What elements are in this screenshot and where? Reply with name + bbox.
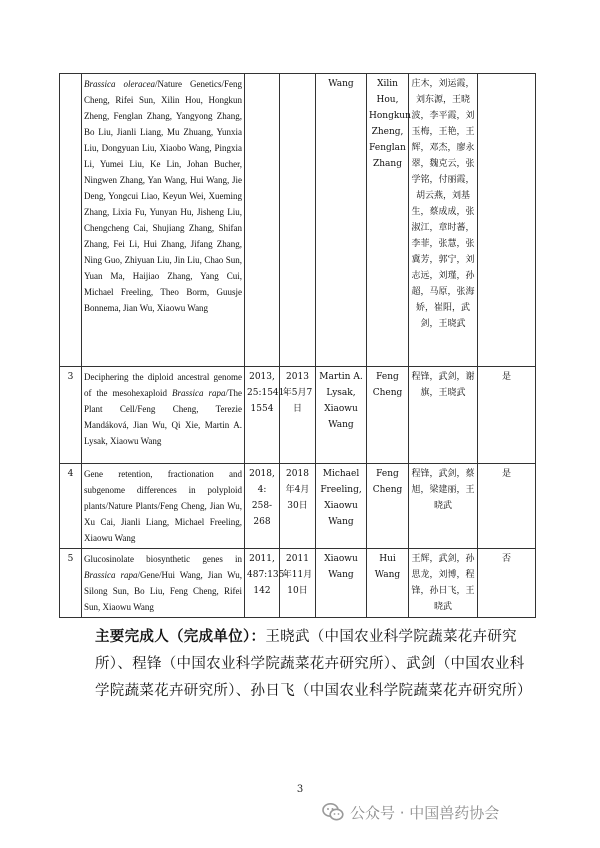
flag: 是 bbox=[478, 464, 536, 549]
cn-authors: 程锋，武剑，谢旗，王晓武 bbox=[409, 367, 478, 464]
flag: 否 bbox=[478, 549, 536, 618]
row-number: 4 bbox=[60, 464, 82, 549]
flag: 是 bbox=[478, 367, 536, 464]
species-name: Brassica rapa bbox=[171, 388, 226, 398]
main-completers-paragraph bbox=[95, 624, 535, 705]
corresponding-author: Xiaowu Wang bbox=[316, 549, 367, 618]
pub-info bbox=[245, 74, 280, 367]
publication-table bbox=[59, 73, 536, 618]
first-author: Hui Wang bbox=[367, 549, 409, 618]
corresponding-author: Michael Freeling, Xiaowu Wang bbox=[316, 464, 367, 549]
completers-text: 王晓武（中国农业科学院蔬菜花卉研究所）、程锋（中国农业科学院蔬菜花卉研究所）、武剑（中国农业科学院蔬菜花卉研究所）、孙日飞（中国农业科学院蔬菜花卉研究所） bbox=[95, 629, 532, 699]
pub-info: 2013, 25:1541-1554 bbox=[245, 367, 280, 464]
cn-authors: 王辉，武剑，孙思龙，刘博，程锋，孙日飞，王晓武 bbox=[409, 549, 478, 618]
pub-date: 2013年5月7日 bbox=[280, 367, 316, 464]
completers-label: 主要完成人（完成单位）： bbox=[95, 629, 266, 645]
pub-date: 2011年11月10日 bbox=[280, 549, 316, 618]
row-number: 3 bbox=[60, 367, 82, 464]
watermark-text: 公众号 · 中国兽药协会 bbox=[350, 803, 500, 822]
corresponding-author: Wang bbox=[316, 74, 367, 367]
pub-date bbox=[280, 74, 316, 367]
paper-title-authors: Deciphering the diploid ancestral genome of the mesohexaploid Brassica rapa/The Plant Cell/Feng Cheng, Terezie Mandáková, Jian Wu, Qi Xie, Martin A. Lysak, Xiaowu Wang bbox=[82, 367, 245, 464]
row-number: 5 bbox=[60, 549, 82, 618]
table-row bbox=[60, 464, 536, 549]
species-name: Brassica rapa bbox=[84, 570, 138, 580]
species-name: Brassica oleracea bbox=[84, 79, 155, 89]
flag bbox=[478, 74, 536, 367]
paper-title-authors: Gene retention, fractionation and subgenome differences in polyploid plants/Nature Plants/Feng Cheng, Jian Wu, Xu Cai, Jianli Liang, Michael Freeling, Xiaowu Wang bbox=[82, 464, 245, 549]
corresponding-author: Martin A. Lysak, Xiaowu Wang bbox=[316, 367, 367, 464]
cn-authors: 庄木，刘运霞，刘东源，王晓波，李平霞，刘玉梅，王艳，王辉，邓杰，廖永翠，魏克云，张学铭，付丽霞，胡云燕，刘基生，蔡成成，张淑江，章时蕃，李菲，张慧，张冀芳，郭宁，刘志远，刘瑾，孙超，马原，张海娇，崔阳，武剑，王晓武 bbox=[409, 74, 478, 367]
pub-info: 2018, 4: 258-268 bbox=[245, 464, 280, 549]
pub-info: 2011, 487:135-142 bbox=[245, 549, 280, 618]
paper-title-authors: Brassica oleracea/Nature Genetics/Feng Cheng, Rifei Sun, Xilin Hou, Hongkun Zheng, Fenglan Zhang, Yangyong Zhang, Bo Liu, Jianli Liang, Mu Zhuang, Yunxia Liu, Dongyuan Liu, Xiaobo Wang, Pingxia Li, Yumei Liu, Ke Lin, Johan Bucher, Ningwen Zhang, Yan Wang, Hui Wang, Jie Deng, Yongcui Liao, Keyun Wei, Xueming Zhang, Lixia Fu, Yunyan Hu, Jisheng Liu, Chengcheng Cai, Shujiang Zhang, Shifan Zhang, Fei Li, Hui Zhang, Jifang Zhang, Ning Guo, Zhiyuan Liu, Jin Liu, Chao Sun, Yuan Ma, Haijiao Zhang, Yang Cui, Michael Freeling, Theo Borm, Guusje Bonnema, Jian Wu, Xiaowu Wang bbox=[82, 74, 245, 367]
wechat-icon bbox=[322, 802, 344, 822]
paper-title-authors: Glucosinolate biosynthetic genes in Brassica rapa/Gene/Hui Wang, Jian Wu, Silong Sun, Bo Liu, Feng Cheng, Rifei Sun, Xiaowu Wang bbox=[82, 549, 245, 618]
table-row bbox=[60, 74, 536, 367]
pub-date: 2018年4月30日 bbox=[280, 464, 316, 549]
first-author: Xilin Hou, Hongkun Zheng, Fenglan Zhang bbox=[367, 74, 409, 367]
watermark bbox=[322, 801, 499, 823]
first-author: Feng Cheng bbox=[367, 367, 409, 464]
cn-authors: 程锋，武剑，蔡旭，梁建丽，王晓武 bbox=[409, 464, 478, 549]
table-row bbox=[60, 367, 536, 464]
first-author: Feng Cheng bbox=[367, 464, 409, 549]
table-row bbox=[60, 549, 536, 618]
row-number bbox=[60, 74, 82, 367]
page-number: 3 bbox=[296, 784, 304, 795]
